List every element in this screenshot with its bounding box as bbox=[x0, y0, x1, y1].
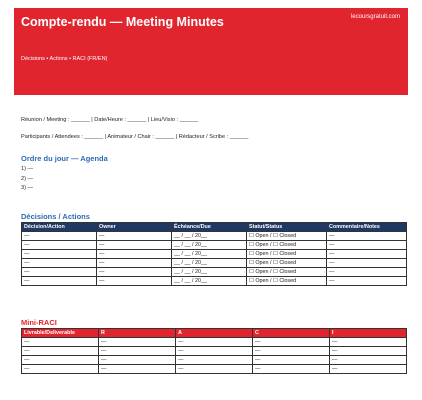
agenda-item: 3) — bbox=[21, 185, 34, 191]
table-cell: ☐ Open / ☐ Closed bbox=[247, 241, 327, 250]
header-banner bbox=[14, 8, 408, 95]
table-row bbox=[22, 259, 407, 268]
table-cell: — bbox=[253, 365, 330, 374]
table-cell: — bbox=[97, 250, 172, 259]
decisions-table bbox=[21, 222, 407, 286]
column-header: Commentaire/Notes bbox=[327, 223, 407, 232]
column-header: R bbox=[99, 329, 176, 338]
table-row bbox=[22, 241, 407, 250]
table-row bbox=[22, 338, 407, 347]
agenda-list bbox=[21, 165, 33, 194]
table-cell: — bbox=[97, 268, 172, 277]
table-row bbox=[22, 268, 407, 277]
table-cell: — bbox=[327, 232, 407, 241]
table-cell: — bbox=[22, 259, 97, 268]
table-header-row bbox=[22, 329, 407, 338]
table-cell: — bbox=[22, 232, 97, 241]
table-cell: — bbox=[99, 338, 176, 347]
column-header: A bbox=[176, 329, 253, 338]
table-row bbox=[22, 365, 407, 374]
table-cell: — bbox=[99, 356, 176, 365]
table-row bbox=[22, 347, 407, 356]
table-cell: — bbox=[99, 365, 176, 374]
document-subtitle: Décisions • Actions • RACI (FR/EN) bbox=[21, 56, 108, 62]
table-cell: — bbox=[253, 356, 330, 365]
table-cell: — bbox=[97, 241, 172, 250]
table-cell: — bbox=[327, 250, 407, 259]
table-cell: ☐ Open / ☐ Closed bbox=[247, 259, 327, 268]
table-cell: — bbox=[330, 365, 407, 374]
column-header: Owner bbox=[97, 223, 172, 232]
table-cell: — bbox=[330, 338, 407, 347]
raci-table bbox=[21, 328, 407, 374]
table-cell: — bbox=[330, 356, 407, 365]
table-header-row bbox=[22, 223, 407, 232]
column-header: Statut/Status bbox=[247, 223, 327, 232]
table-cell: — bbox=[327, 259, 407, 268]
table-cell: — bbox=[22, 356, 99, 365]
table-cell: ☐ Open / ☐ Closed bbox=[247, 250, 327, 259]
agenda-title: Ordre du jour — Agenda bbox=[21, 154, 108, 163]
meeting-info-line: Réunion / Meeting : ______ | Date/Heure : ______ | Lieu/Visio : ______ bbox=[21, 117, 199, 123]
column-header: Livrable/Deliverable bbox=[22, 329, 99, 338]
table-cell: — bbox=[176, 347, 253, 356]
table-cell: — bbox=[176, 356, 253, 365]
table-cell: — bbox=[253, 338, 330, 347]
table-cell: — bbox=[99, 347, 176, 356]
table-cell: — bbox=[327, 277, 407, 286]
table-cell: — bbox=[176, 338, 253, 347]
table-cell: — bbox=[327, 241, 407, 250]
table-cell: — bbox=[22, 338, 99, 347]
table-cell: — bbox=[22, 268, 97, 277]
table-row bbox=[22, 356, 407, 365]
table-cell: — bbox=[176, 365, 253, 374]
table-row bbox=[22, 277, 407, 286]
table-cell: ☐ Open / ☐ Closed bbox=[247, 268, 327, 277]
column-header: C bbox=[253, 329, 330, 338]
table-cell: __ / __ / 20__ bbox=[172, 241, 247, 250]
table-cell: __ / __ / 20__ bbox=[172, 250, 247, 259]
table-cell: — bbox=[253, 347, 330, 356]
table-cell: __ / __ / 20__ bbox=[172, 232, 247, 241]
column-header: Échéance/Due bbox=[172, 223, 247, 232]
table-cell: — bbox=[97, 277, 172, 286]
table-cell: __ / __ / 20__ bbox=[172, 259, 247, 268]
site-link[interactable]: lecoursgratuit.com bbox=[350, 14, 400, 20]
agenda-item: 1) — bbox=[21, 166, 34, 172]
decisions-title: Décisions / Actions bbox=[21, 212, 90, 221]
table-cell: — bbox=[327, 268, 407, 277]
table-cell: __ / __ / 20__ bbox=[172, 268, 247, 277]
column-header: I bbox=[330, 329, 407, 338]
raci-title: Mini-RACI bbox=[21, 318, 57, 327]
agenda-item: 2) — bbox=[21, 175, 34, 182]
table-cell: — bbox=[97, 259, 172, 268]
table-cell: — bbox=[22, 365, 99, 374]
table-row bbox=[22, 232, 407, 241]
table-cell: — bbox=[97, 232, 172, 241]
table-cell: ☐ Open / ☐ Closed bbox=[247, 232, 327, 241]
table-cell: ☐ Open / ☐ Closed bbox=[247, 277, 327, 286]
document-title: Compte-rendu — Meeting Minutes bbox=[21, 15, 224, 29]
column-header: Décision/Action bbox=[22, 223, 97, 232]
participants-line: Participants / Attendees : ______ | Animateur / Chair : ______ | Rédacteur / Scribe : ______ bbox=[21, 134, 249, 140]
table-cell: — bbox=[22, 347, 99, 356]
table-cell: — bbox=[22, 241, 97, 250]
table-cell: — bbox=[330, 347, 407, 356]
table-row bbox=[22, 250, 407, 259]
table-cell: — bbox=[22, 250, 97, 259]
table-cell: — bbox=[22, 277, 97, 286]
table-cell: __ / __ / 20__ bbox=[172, 277, 247, 286]
